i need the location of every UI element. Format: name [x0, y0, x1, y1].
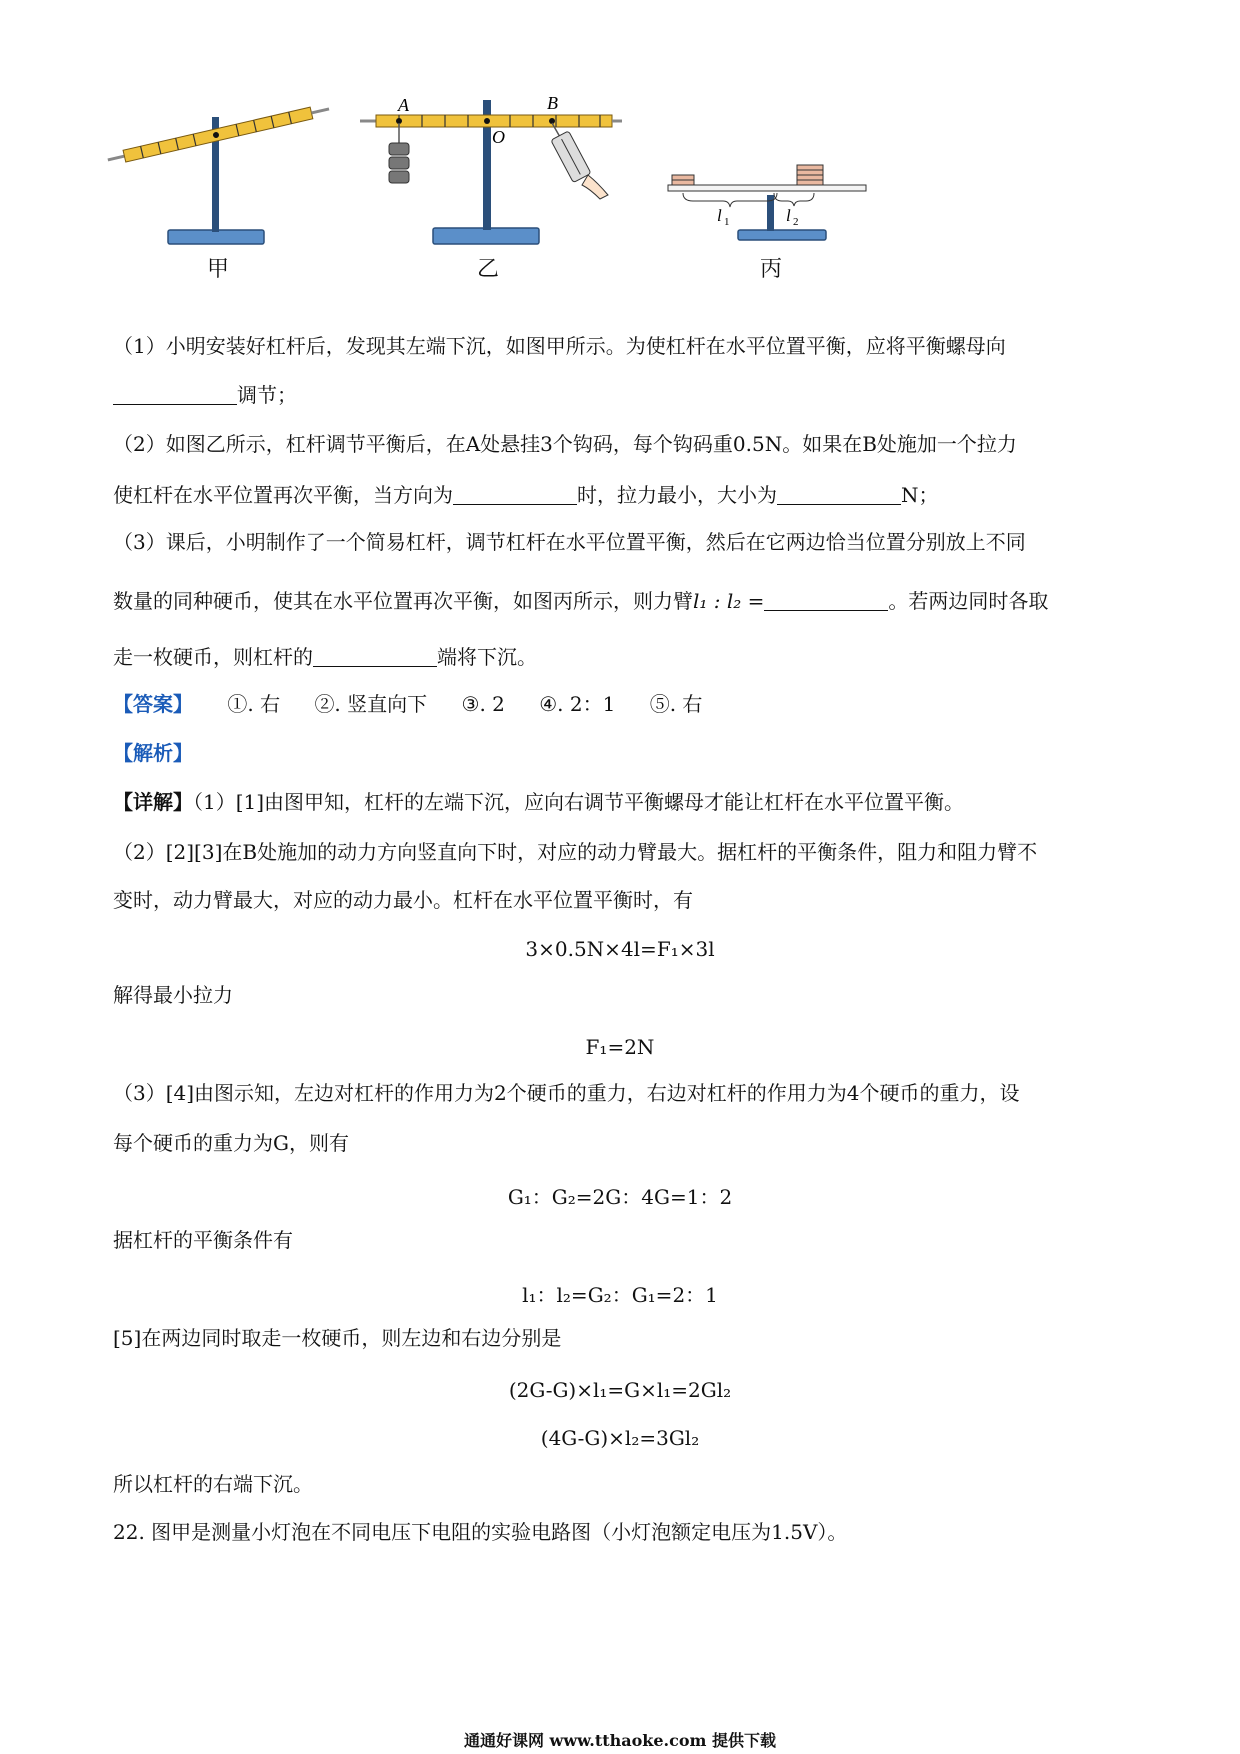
lever-diagram: [100, 95, 1000, 310]
q3-formula: l₁ : l₂ =: [693, 589, 765, 613]
lever-figures: [100, 95, 1000, 310]
answer-item-2: ②. 竖直向下: [314, 692, 428, 716]
detail-p6: [5]在两边同时取走一枚硬币，则左边和右边分别是: [113, 1326, 562, 1350]
caption-bing: 丙: [760, 257, 783, 282]
q3-line3b: 端将下沉。: [437, 645, 537, 669]
answer-item-3: ③. 2: [461, 692, 505, 716]
q3-line2: [113, 590, 1048, 611]
equation-2: F₁=2N: [585, 1035, 655, 1059]
detail-p4a: （3）[4]由图示知，左边对杠杆的作用力为2个硬币的重力，右边对杠杆的作用力为4个硬币的重力，设: [113, 1081, 1020, 1105]
label-l2: l: [786, 206, 791, 225]
answer-item-4: ④. 2：1: [539, 692, 616, 716]
q3-line1: （3）课后，小明制作了一个简易杠杆，调节杠杆在水平位置平衡，然后在它两边恰当位置分别放上不同: [113, 530, 1026, 554]
detail-p1: [113, 792, 964, 812]
answer-item-5: ⑤. 右: [649, 692, 703, 716]
equation-6: (4G-G)×l₂=3Gl₂: [540, 1426, 700, 1450]
equation-4: l₁：l₂=G₂：G₁=2：1: [522, 1283, 718, 1307]
blank-4[interactable]: [764, 590, 888, 611]
q2-line2: [113, 484, 939, 505]
label-O: O: [492, 127, 505, 147]
answer-line: [113, 694, 730, 714]
q2-line1: （2）如图乙所示，杠杆调节平衡后，在A处悬挂3个钩码，每个钩码重0.5N。如果在B处施加一个拉力: [113, 432, 1017, 456]
figure-yi: [360, 95, 622, 244]
q1-line2: [113, 384, 297, 405]
label-l1-sub: 1: [724, 216, 730, 228]
blank-5[interactable]: [313, 646, 437, 667]
footer: 通通好课网 www.tthaoke.com 提供下载: [463, 1731, 777, 1750]
detail-p5: 据杠杆的平衡条件有: [113, 1228, 293, 1252]
figure-bing: [668, 165, 866, 240]
equation-5: (2G-G)×l₁=G×l₁=2Gl₂: [508, 1378, 732, 1402]
blank-2[interactable]: [453, 484, 577, 505]
detail-p7: 所以杠杆的右端下沉。: [113, 1472, 313, 1496]
q3-line2a: 数量的同种硬币，使其在水平位置再次平衡，如图丙所示，则力臂: [113, 589, 693, 613]
answer-tag: 【答案】: [113, 692, 193, 716]
detail-p2b: 变时，动力臂最大，对应的动力最小。杠杆在水平位置平衡时，有: [113, 888, 693, 912]
q1-tail: 调节；: [237, 383, 297, 407]
question-22: 22. 图甲是测量小灯泡在不同电压下电阻的实验电路图（小灯泡额定电压为1.5V）。: [113, 1520, 848, 1544]
analysis-tag: 【解析】: [113, 741, 193, 765]
q2-line2c: N；: [901, 483, 939, 507]
caption-yi: 乙: [477, 257, 500, 282]
detail-p2a: （2）[2][3]在B处施加的动力方向竖直向下时，对应的动力臂最大。据杠杆的平衡条件，阻力和阻力臂不: [113, 840, 1038, 864]
equation-1: 3×0.5N×4l=F₁×3l: [525, 937, 715, 961]
detail-p3: 解得最小拉力: [113, 983, 233, 1007]
q2-line2a: 使杠杆在水平位置再次平衡，当方向为: [113, 483, 453, 507]
label-B: B: [547, 95, 558, 113]
detail-tag: 【详解】: [113, 790, 193, 814]
label-A: A: [398, 95, 409, 115]
blank-1[interactable]: [113, 384, 237, 405]
q2-line2b: 时，拉力最小，大小为: [577, 483, 777, 507]
q3-line3a: 走一枚硬币，则杠杆的: [113, 645, 313, 669]
q3-line2b: 。若两边同时各取: [888, 589, 1049, 613]
figure-jia: [106, 103, 330, 244]
label-l2-sub: 2: [793, 216, 799, 228]
detail-p1-text: （1）[1]由图甲知，杠杆的左端下沉，应向右调节平衡螺母才能让杠杆在水平位置平衡。: [193, 790, 965, 814]
detail-p4b: 每个硬币的重力为G，则有: [113, 1131, 349, 1155]
label-l1: l: [717, 206, 722, 225]
caption-jia: 甲: [207, 257, 230, 282]
q3-line3: [113, 646, 537, 667]
answer-item-1: ①. 右: [227, 692, 281, 716]
q1-line1: （1）小明安装好杠杆后，发现其左端下沉，如图甲所示。为使杠杆在水平位置平衡，应将平衡螺母向: [113, 334, 1006, 358]
equation-3: G₁：G₂=2G：4G=1：2: [507, 1185, 733, 1209]
blank-3[interactable]: [777, 484, 901, 505]
